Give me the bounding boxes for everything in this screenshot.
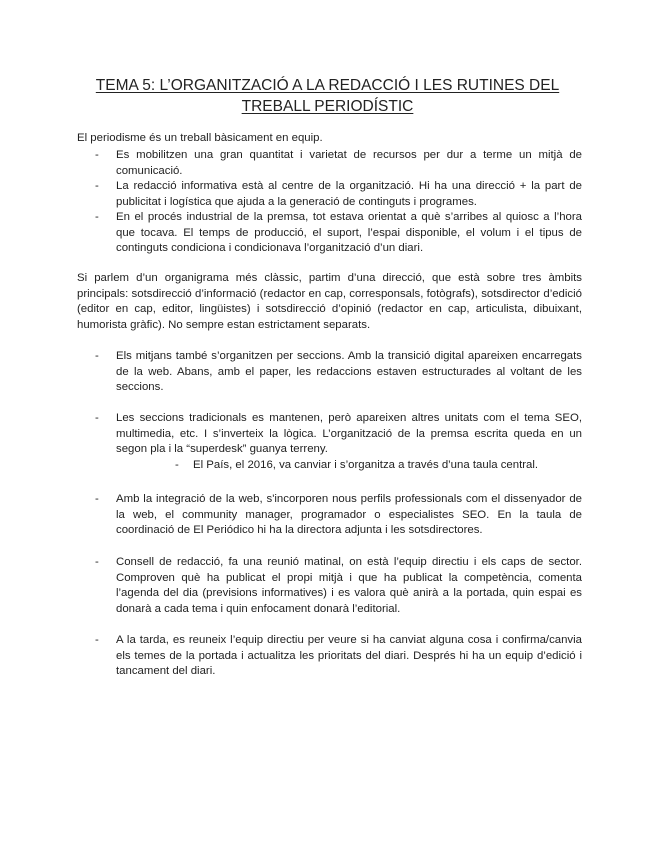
bullet-marker: -: [95, 493, 99, 505]
bullet-marker: -: [95, 412, 99, 424]
bullet-marker: -: [95, 211, 99, 223]
section-bullet-3: Amb la integració de la web, s'incorporen nous perfils professionals com el dissenyador de la web, el community manager, programador o especialistes SEO. En la taula de coordinació de El Periódico hi ha la directora adjunta i les sotsdirectores.: [116, 493, 582, 536]
section-bullet-2: Les seccions tradicionals es mantenen, però apareixen altres unitats com el tema SEO, multimedia, etc. I s’inverteix la lògica. L’organització de la premsa escrita queda en un segon pla i la “superdesk” guanya terreny.: [116, 412, 582, 455]
sub-bullet-marker: -: [175, 459, 179, 471]
intro-bullet-1: Es mobilitzen una gran quantitat i varietat de recursos per dur a terme un mitjà de comunicació.: [116, 149, 582, 177]
bullet-marker: -: [95, 634, 99, 646]
section-bullet-4: Consell de redacció, fa una reunió matinal, on està l’equip directiu i els caps de sector. Comproven què ha publicat el propi mitjà i que ha publicat la competència, comenta l’agenda del dia (previsions informatives) i es valora què anirà a la portada, quin espai es donarà a cada tema i quin enfocament donarà l’editorial.: [116, 556, 582, 615]
organigram-paragraph: Si parlem d’un organigrama més clàssic, partim d’una direcció, que està sobre tres àmbits principals: sotsdirecció d’informació (redactor en cap, corresponsals, fotògrafs), sotsdirector d’edició (editor en cap, editor, lingüistes) i sotsdirecció d’opinió (redactor en cap, articulista, dibuixant, humorista gràfic). No sempre estan estrictament separats.: [77, 272, 582, 331]
bullet-marker: -: [95, 149, 99, 161]
bullet-marker: -: [95, 180, 99, 192]
intro-bullet-2: La redacció informativa està al centre de la organització. Hi ha una direcció + la part de publicitat i logística que ajuda a la generació de continguts i programes.: [116, 180, 582, 208]
bullet-marker: -: [95, 556, 99, 568]
intro-text: El periodisme és un treball bàsicament en equip.: [77, 132, 323, 144]
sub-bullet-el-pais: El País, el 2016, va canviar i s’organitza a través d’una taula central.: [193, 459, 539, 471]
bullet-marker: -: [95, 350, 99, 362]
section-bullet-1: Els mitjans també s’organitzen per seccions. Amb la transició digital apareixen encarregats de la web. Abans, amb el paper, les redaccions estaven estructurades al voltant de les seccions.: [116, 350, 582, 393]
intro-bullet-3: En el procés industrial de la premsa, tot estava orientat a què s’arribes al quiosc a l’hora que tocava. El temps de producció, el suport, l’espai disponible, el volum i el tipus de continguts condiciona i condicionava l’organització d’un diari.: [116, 211, 582, 254]
document-title: TEMA 5: L’ORGANITZACIÓ A LA REDACCIÓ I LES RUTINES DEL TREBALL PERIODÍSTIC: [95, 77, 560, 115]
section-bullet-5: A la tarda, es reuneix l’equip directiu per veure si ha canviat alguna cosa i confirma/canvia els temes de la portada i actualitza les prioritats del diari. Després hi ha un equip d’edició i tancament del diari.: [116, 634, 582, 677]
